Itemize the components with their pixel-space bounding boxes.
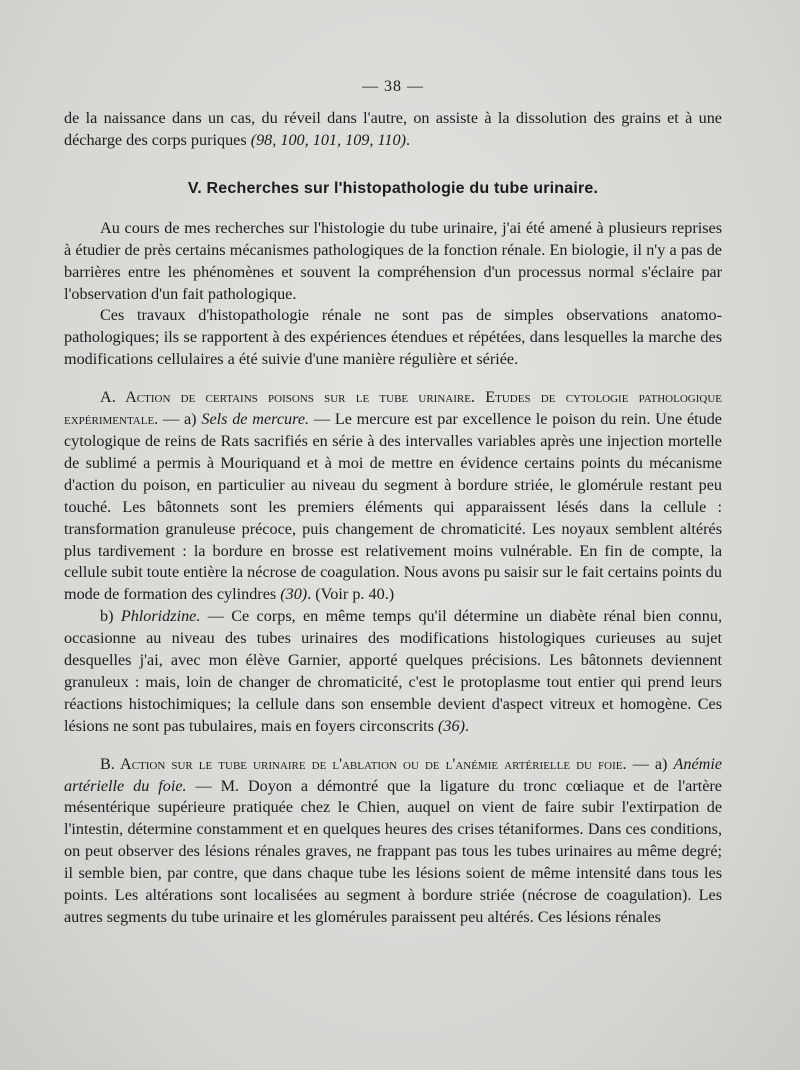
intro-reference: (98, 100, 101, 109, 110): [250, 130, 406, 149]
intro-end: .: [405, 130, 411, 149]
section-a-sub-b-end: .: [465, 716, 470, 735]
section-a-sub-b-title: Phloridzine.: [120, 607, 201, 626]
section-a-dash: — a): [158, 410, 202, 429]
section-a-sub-b-text: — Ce corps, en même temps qu'il détermine un diabète rénal bien connu, occasionne au niveau des tubes urinaires des modifications histologiques curieuses au sujet desquelles j'ai, avec mon élève Garnier, apporté quelques précisions. Les bâtonnets deviennent granuleux : mais, loin de changer de chromaticité, c'est le protoplasme tout entier qui prend leurs réactions histochimiques; la cellule dans son ensemble devient d'aspect vitreux et homogène. Ces lésions ne sont pas tubulaires, mais en foyers circonscrits: [64, 607, 722, 735]
section-b-sub-a-title: Anémie artérielle du foie.: [64, 754, 723, 795]
section-a-sub-a-title: Sels de mercure.: [201, 410, 310, 429]
paragraph-2: Ces travaux d'histopathologie rénale ne sont pas de simples observations anatomo-pathologiques; ils se rapportent à des expériences étendues et répétées, dans lesquelles la marche des modifications cellulaires a été suivie d'une manière régulière et sériée.: [64, 306, 722, 369]
section-title: V. Recherches sur l'histopathologie du tube urinaire.: [187, 179, 599, 197]
section-a-sub-a-reference: (30): [280, 585, 308, 604]
section-a-sub-b-label: b): [100, 607, 121, 626]
section-a-sub-a-end: . (Voir p. 40.): [307, 585, 395, 604]
section-a-heading: A. Action de certains poisons sur le tube urinaire. Etudes de cytologie pathologique expérimentale.: [64, 388, 722, 429]
section-a-sub-b-paragraph: [64, 606, 722, 737]
section-a-sub-b-reference: (36): [438, 716, 465, 735]
intro-paragraph: [64, 108, 722, 152]
section-b-heading: B. Action sur le tube urinaire de l'ablation ou de l'anémie artérielle du foie.: [100, 754, 627, 773]
section-a-paragraph: [64, 387, 722, 606]
intro-text: de la naissance dans un cas, du réveil dans l'autre, on assiste à la dissolution des grains et à une décharge des corps puriques: [64, 109, 722, 149]
section-a-sub-a-text: — Le mercure est par excellence le poison du rein. Une étude cytologique de reins de Rats sacrifiés en série à des intervalles variables après une injection mortelle de sublimé a permis à Mouriquand et à moi de mettre en évidence certains points du mécanisme d'action du poison, en particulier au niveau du segment à bordure striée, le glomérule restant peu touché. Les bâtonnets sont les premiers éléments qui apparaissent lésés dans la cellule : transformation granuleuse précoce, puis changement de chromaticité. Les noyaux semblent altérés plus tardivement : la bordure en brosse est relativement moins vulnérable. En fin de compte, la cellule subit toute entière la nécrose de coagulation. Nous avons pu saisir sur le fait certains points du mode de formation des cylindres: [64, 410, 722, 604]
paragraph-1: Au cours de mes recherches sur l'histologie du tube urinaire, j'ai été amené à plusieurs reprises à étudier de près certains mécanismes pathologiques de la fonction rénale. En biologie, il n'y a pas de barrières entre les phénomènes et souvent la compréhension d'un processus normal s'éclaire par l'observation d'un fait pathologique.: [64, 218, 722, 303]
section-b-dash: — a): [626, 754, 674, 773]
document-page: [64, 78, 722, 929]
section-b-paragraph: [64, 754, 722, 929]
section-b-sub-a-text: — M. Doyon a démontré que la ligature du tronc cœliaque et de l'artère mésentérique supérieure pratiquée chez le Chien, auquel on vient de faire subir l'extirpation de l'intestin, détermine constamment et en quelques heures des crises tétaniformes. Dans ces conditions, on peut observer des lésions rénales graves, ne frappant pas tous les tubes urinaires au même degré; il semble bien, par contre, que dans chaque tube les lésions soient de même intensité dans tous les points. Les altérations sont localisées au segment à bordure striée (nécrose de coagulation). Les autres segments du tube urinaire et les glomérules paraissent peu altérés. Ces lésions rénales: [64, 776, 722, 926]
page-number: — 38 —: [362, 78, 424, 95]
